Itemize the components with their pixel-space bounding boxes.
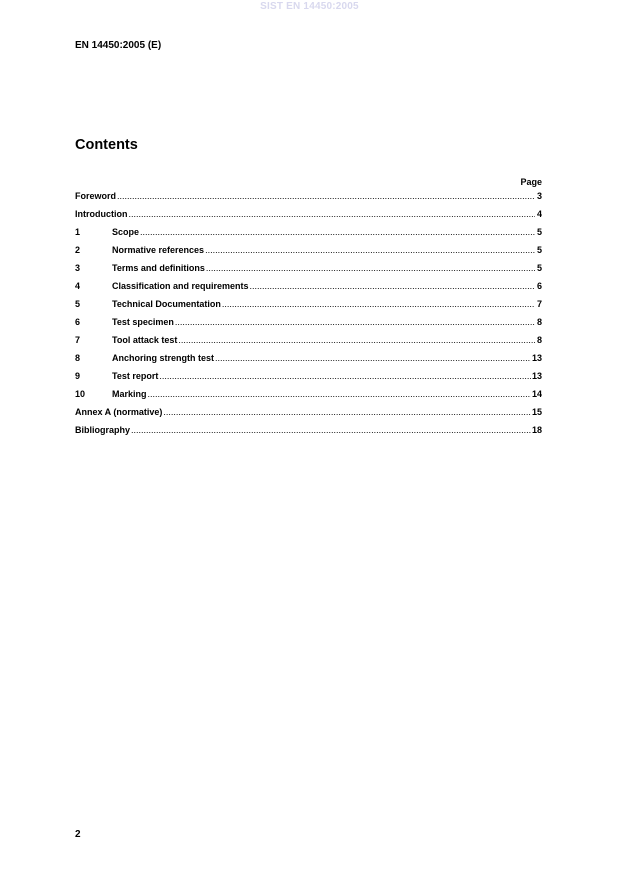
toc-entry-number: 8 (75, 353, 81, 363)
page-number: 2 (75, 829, 81, 840)
toc-entry-technical-documentation[interactable] (75, 299, 542, 317)
toc-entry-title: Test report (112, 371, 159, 381)
toc-entry-title: Introduction (75, 209, 128, 219)
dot-leader (117, 191, 535, 201)
dot-leader (140, 227, 535, 237)
contents-heading: Contents (75, 137, 138, 153)
toc-entry-introduction[interactable] (75, 209, 542, 227)
toc-entry-number: 9 (75, 371, 81, 381)
toc-entry-page: 18 (531, 425, 542, 435)
dot-leader (163, 407, 531, 417)
dot-leader (222, 299, 535, 309)
toc-entry-page: 13 (531, 353, 542, 363)
toc-entry-number: 6 (75, 317, 81, 327)
toc-entry-test-specimen[interactable] (75, 317, 542, 335)
toc-entry-page: 7 (536, 299, 542, 309)
toc-entry-page: 4 (536, 209, 542, 219)
toc-entry-title: Test specimen (112, 317, 174, 327)
dot-leader (206, 263, 535, 273)
page-column-label: Page (520, 177, 542, 187)
dot-leader (131, 425, 531, 435)
dot-leader (129, 209, 536, 219)
toc-entry-anchoring-strength-test[interactable] (75, 353, 542, 371)
toc-entry-bibliography[interactable] (75, 425, 542, 443)
toc-entry-page: 5 (536, 245, 542, 255)
toc-entry-page: 3 (536, 191, 542, 201)
dot-leader (178, 335, 535, 345)
toc-entry-title: Annex A (normative) (75, 407, 163, 417)
dot-leader (175, 317, 535, 327)
toc-entry-title: Anchoring strength test (112, 353, 215, 363)
document-code: EN 14450:2005 (E) (75, 40, 162, 51)
watermark: SIST EN 14450:2005 (260, 1, 359, 12)
toc-entry-page: 15 (531, 407, 542, 417)
toc-entry-scope[interactable] (75, 227, 542, 245)
toc-entry-number: 3 (75, 263, 81, 273)
toc-entry-page: 13 (531, 371, 542, 381)
toc-entry-classification[interactable] (75, 281, 542, 299)
toc-entry-marking[interactable] (75, 389, 542, 407)
toc-entry-annex-a[interactable] (75, 407, 542, 425)
dot-leader (159, 371, 531, 381)
toc-entry-number: 10 (75, 389, 86, 399)
dot-leader (250, 281, 535, 291)
toc-entry-page: 8 (536, 317, 542, 327)
toc-entry-page: 5 (536, 263, 542, 273)
toc-entry-number: 7 (75, 335, 81, 345)
toc-entry-title: Marking (112, 389, 147, 399)
dot-leader (205, 245, 535, 255)
toc-entry-title: Technical Documentation (112, 299, 221, 309)
toc-entry-title: Foreword (75, 191, 117, 201)
toc-entry-title: Bibliography (75, 425, 131, 435)
toc-entry-tool-attack-test[interactable] (75, 335, 542, 353)
toc-entry-title: Classification and requirements (112, 281, 249, 291)
dot-leader (215, 353, 531, 363)
toc-entry-title: Terms and definitions (112, 263, 205, 273)
toc-entry-number: 5 (75, 299, 81, 309)
toc-entry-number: 1 (75, 227, 81, 237)
toc-entry-title: Tool attack test (112, 335, 178, 345)
toc-entry-page: 6 (536, 281, 542, 291)
toc-entry-foreword[interactable] (75, 191, 542, 209)
toc-entry-number: 2 (75, 245, 81, 255)
toc-entry-title: Normative references (112, 245, 205, 255)
dot-leader (148, 389, 531, 399)
toc-entry-page: 8 (536, 335, 542, 345)
toc-entry-test-report[interactable] (75, 371, 542, 389)
table-of-contents (75, 191, 542, 443)
toc-entry-normative-references[interactable] (75, 245, 542, 263)
toc-entry-page: 14 (531, 389, 542, 399)
toc-entry-title: Scope (112, 227, 140, 237)
toc-entry-terms-definitions[interactable] (75, 263, 542, 281)
toc-entry-number: 4 (75, 281, 81, 291)
toc-entry-page: 5 (536, 227, 542, 237)
